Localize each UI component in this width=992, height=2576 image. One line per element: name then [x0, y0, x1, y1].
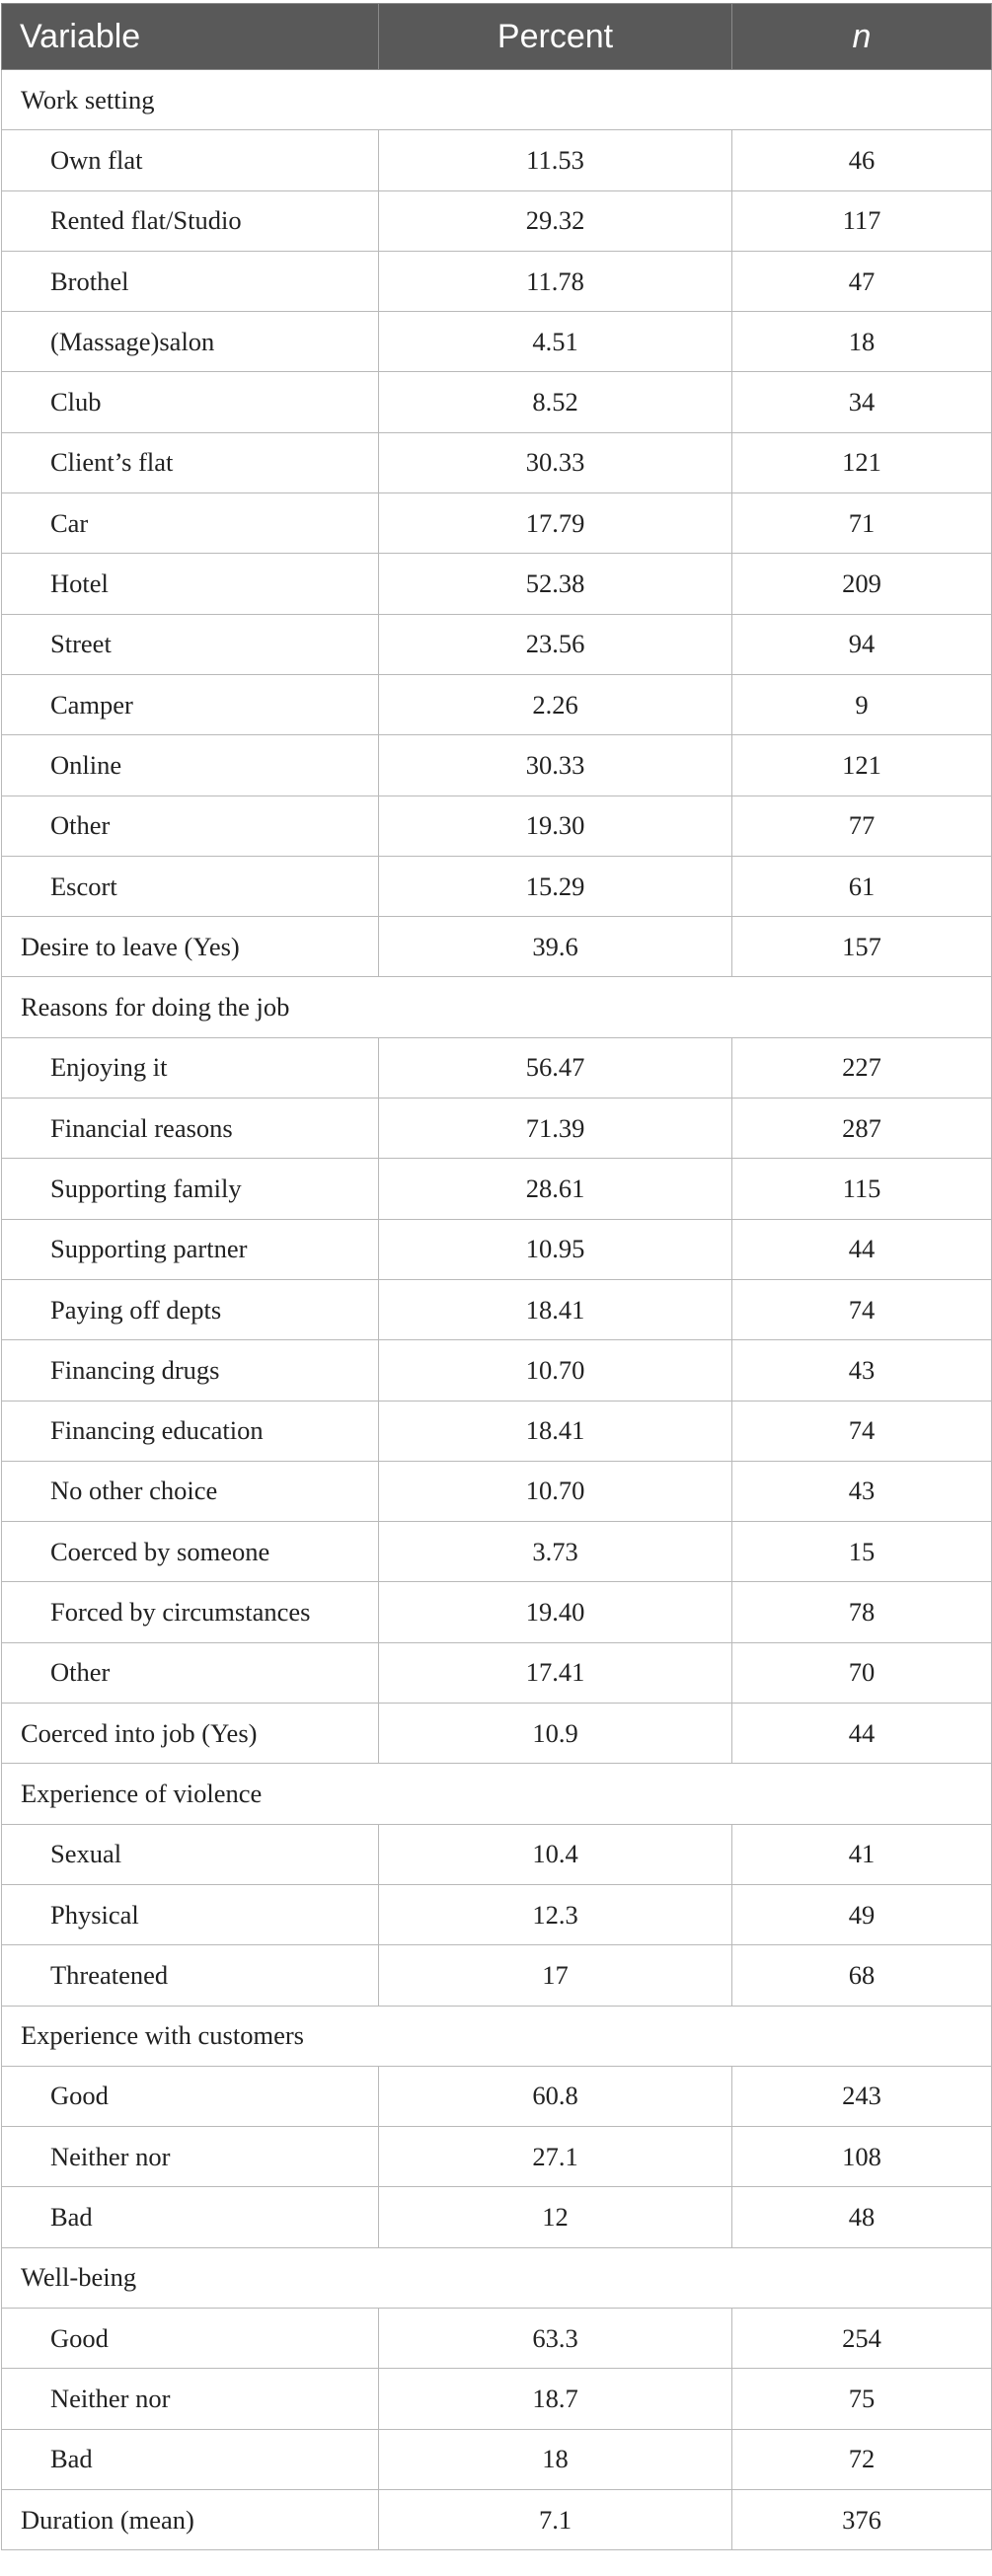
percent-cell: 10.70 [379, 1340, 732, 1401]
percent-cell: 10.95 [379, 1219, 732, 1279]
n-cell: 34 [732, 372, 992, 432]
percent-cell: 30.33 [379, 735, 732, 796]
section-label: Experience of violence [2, 1764, 992, 1824]
percent-cell: 2.26 [379, 674, 732, 734]
n-cell: 44 [732, 1219, 992, 1279]
n-cell: 121 [732, 735, 992, 796]
row-label: Coerced by someone [2, 1522, 379, 1582]
row-label: Enjoying it [2, 1037, 379, 1098]
percent-cell: 17.79 [379, 493, 732, 554]
n-cell: 15 [732, 1522, 992, 1582]
percent-cell: 63.3 [379, 2308, 732, 2368]
row-label: Good [2, 2308, 379, 2368]
row-label: Escort [2, 856, 379, 916]
table-row [2, 796, 992, 856]
row-label: Online [2, 735, 379, 796]
table-row [2, 856, 992, 916]
section-label: Work setting [2, 70, 992, 130]
n-cell: 94 [732, 614, 992, 674]
table-row [2, 917, 992, 977]
table-row [2, 1159, 992, 1219]
percent-cell: 18.41 [379, 1401, 732, 1461]
row-label: Client’s flat [2, 432, 379, 492]
percent-cell: 19.40 [379, 1582, 732, 1642]
percent-cell: 10.4 [379, 1824, 732, 1884]
table-row [2, 2066, 992, 2126]
table-body [2, 70, 992, 2550]
table-row [2, 1219, 992, 1279]
n-cell: 44 [732, 1704, 992, 1764]
table-row [2, 2308, 992, 2368]
percent-cell: 12.3 [379, 1884, 732, 1944]
percent-cell: 71.39 [379, 1099, 732, 1159]
n-cell: 75 [732, 2369, 992, 2429]
table-row [2, 1945, 992, 2006]
row-label: Coerced into job (Yes) [2, 1704, 379, 1764]
percent-cell: 12 [379, 2187, 732, 2247]
table-row [2, 1522, 992, 1582]
table-row [2, 1461, 992, 1521]
n-cell: 70 [732, 1642, 992, 1703]
n-cell: 48 [732, 2187, 992, 2247]
percent-cell: 4.51 [379, 312, 732, 372]
table-row [2, 1401, 992, 1461]
section-row [2, 977, 992, 1037]
row-label: Brothel [2, 251, 379, 311]
table-row [2, 312, 992, 372]
table-row [2, 2127, 992, 2187]
n-cell: 78 [732, 1582, 992, 1642]
percent-cell: 19.30 [379, 796, 732, 856]
row-label: Bad [2, 2429, 379, 2489]
n-cell: 115 [732, 1159, 992, 1219]
section-row [2, 2247, 992, 2308]
n-cell: 121 [732, 432, 992, 492]
section-label: Experience with customers [2, 2006, 992, 2066]
table-row [2, 1279, 992, 1339]
percent-cell: 8.52 [379, 372, 732, 432]
row-label: Physical [2, 1884, 379, 1944]
n-cell: 287 [732, 1099, 992, 1159]
n-cell: 71 [732, 493, 992, 554]
percent-cell: 18.7 [379, 2369, 732, 2429]
percent-cell: 60.8 [379, 2066, 732, 2126]
table-header-row [2, 4, 992, 70]
table-row [2, 190, 992, 251]
percent-cell: 17.41 [379, 1642, 732, 1703]
row-label: Threatened [2, 1945, 379, 2006]
row-label: Paying off depts [2, 1279, 379, 1339]
table-row [2, 1037, 992, 1098]
percent-cell: 23.56 [379, 614, 732, 674]
row-label: Desire to leave (Yes) [2, 917, 379, 977]
n-cell: 49 [732, 1884, 992, 1944]
table-row [2, 554, 992, 614]
section-label: Reasons for doing the job [2, 977, 992, 1037]
n-cell: 157 [732, 917, 992, 977]
n-cell: 108 [732, 2127, 992, 2187]
row-label: Street [2, 614, 379, 674]
row-label: Forced by circumstances [2, 1582, 379, 1642]
percent-cell: 29.32 [379, 190, 732, 251]
n-cell: 46 [732, 130, 992, 190]
row-label: Other [2, 796, 379, 856]
row-label: Rented flat/Studio [2, 190, 379, 251]
percent-cell: 39.6 [379, 917, 732, 977]
section-row [2, 70, 992, 130]
table-row [2, 432, 992, 492]
row-label: Good [2, 2066, 379, 2126]
table-row [2, 130, 992, 190]
n-cell: 77 [732, 796, 992, 856]
column-header-percent: Percent [379, 4, 732, 70]
table-row [2, 1704, 992, 1764]
row-label: Supporting partner [2, 1219, 379, 1279]
table-row [2, 1099, 992, 1159]
table-row [2, 2489, 992, 2549]
table-row [2, 1582, 992, 1642]
n-cell: 243 [732, 2066, 992, 2126]
section-label: Well-being [2, 2247, 992, 2308]
percent-cell: 18.41 [379, 1279, 732, 1339]
percent-cell: 3.73 [379, 1522, 732, 1582]
percent-cell: 17 [379, 1945, 732, 2006]
row-label: Financing education [2, 1401, 379, 1461]
table-row [2, 1824, 992, 1884]
n-cell: 43 [732, 1340, 992, 1401]
table-row [2, 614, 992, 674]
data-table [1, 3, 992, 2550]
row-label: Club [2, 372, 379, 432]
table-row [2, 372, 992, 432]
column-header-variable: Variable [2, 4, 379, 70]
row-label: Other [2, 1642, 379, 1703]
table-row [2, 1884, 992, 1944]
table-row [2, 2369, 992, 2429]
n-cell: 68 [732, 1945, 992, 2006]
n-cell: 18 [732, 312, 992, 372]
percent-cell: 15.29 [379, 856, 732, 916]
n-cell: 117 [732, 190, 992, 251]
row-label: Own flat [2, 130, 379, 190]
n-cell: 227 [732, 1037, 992, 1098]
percent-cell: 28.61 [379, 1159, 732, 1219]
n-cell: 209 [732, 554, 992, 614]
section-row [2, 1764, 992, 1824]
table-row [2, 2429, 992, 2489]
percent-cell: 18 [379, 2429, 732, 2489]
percent-cell: 27.1 [379, 2127, 732, 2187]
percent-cell: 10.9 [379, 1704, 732, 1764]
row-label: Neither nor [2, 2369, 379, 2429]
table-row [2, 735, 992, 796]
percent-cell: 11.53 [379, 130, 732, 190]
section-row [2, 2006, 992, 2066]
row-label: Car [2, 493, 379, 554]
row-label: Neither nor [2, 2127, 379, 2187]
n-cell: 254 [732, 2308, 992, 2368]
percent-cell: 7.1 [379, 2489, 732, 2549]
table-row [2, 251, 992, 311]
percent-cell: 30.33 [379, 432, 732, 492]
n-cell: 43 [732, 1461, 992, 1521]
percent-cell: 52.38 [379, 554, 732, 614]
n-cell: 41 [732, 1824, 992, 1884]
table-row [2, 1340, 992, 1401]
row-label: Financial reasons [2, 1099, 379, 1159]
table-row [2, 493, 992, 554]
n-cell: 72 [732, 2429, 992, 2489]
percent-cell: 56.47 [379, 1037, 732, 1098]
row-label: Supporting family [2, 1159, 379, 1219]
percent-cell: 10.70 [379, 1461, 732, 1521]
n-cell: 74 [732, 1401, 992, 1461]
table-row [2, 2187, 992, 2247]
column-header-n: n [732, 4, 992, 70]
row-label: Camper [2, 674, 379, 734]
row-label: Sexual [2, 1824, 379, 1884]
row-label: (Massage)salon [2, 312, 379, 372]
row-label: Bad [2, 2187, 379, 2247]
row-label: No other choice [2, 1461, 379, 1521]
table-row [2, 674, 992, 734]
table-row [2, 1642, 992, 1703]
row-label: Financing drugs [2, 1340, 379, 1401]
percent-cell: 11.78 [379, 251, 732, 311]
n-cell: 376 [732, 2489, 992, 2549]
n-cell: 9 [732, 674, 992, 734]
n-cell: 47 [732, 251, 992, 311]
n-cell: 74 [732, 1279, 992, 1339]
row-label: Duration (mean) [2, 2489, 379, 2549]
n-cell: 61 [732, 856, 992, 916]
row-label: Hotel [2, 554, 379, 614]
